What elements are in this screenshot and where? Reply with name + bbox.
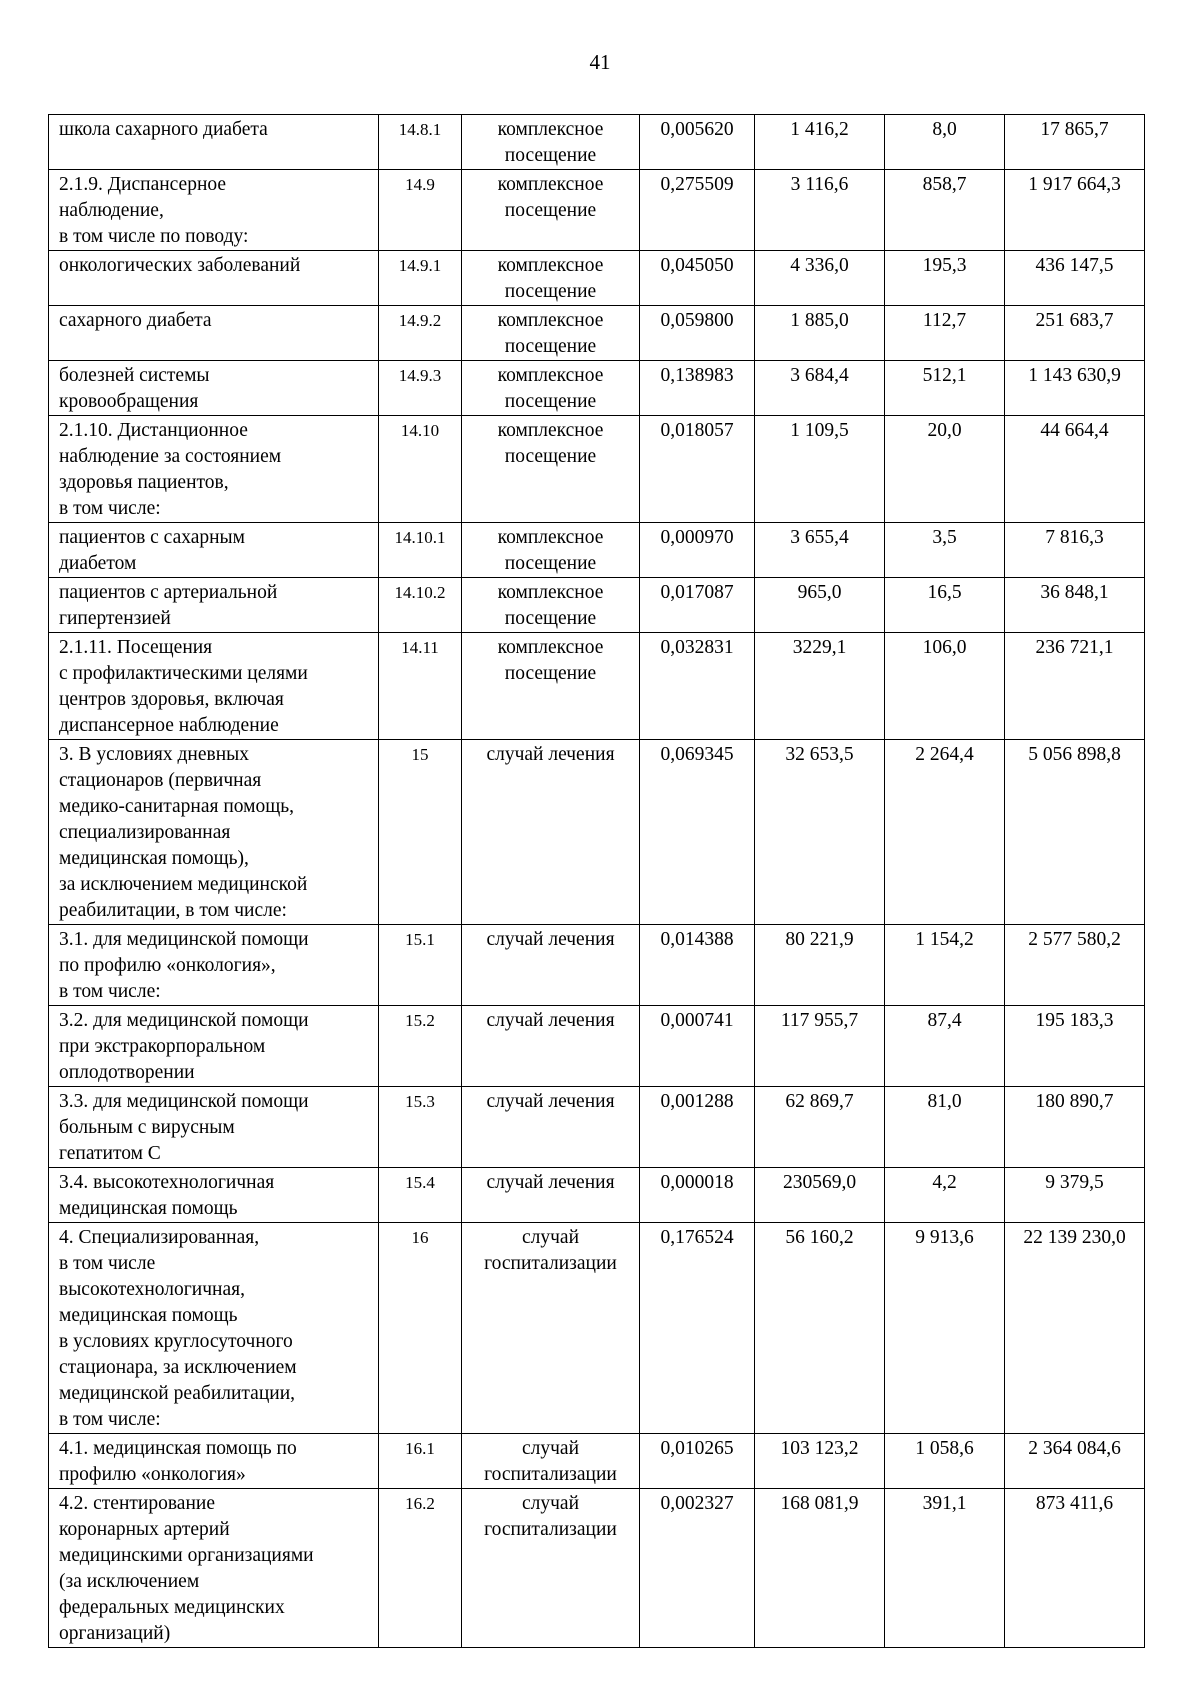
cell-name: 4.2. стентирование коронарных артерий медицинскими организациями (за исключением федеральных медицинских организаций)	[49, 1489, 379, 1648]
cell-name: пациентов с артериальной гипертензией	[49, 578, 379, 633]
cell-per-capita: 112,7	[885, 306, 1005, 361]
cell-code: 15.4	[379, 1168, 462, 1223]
cell-cost: 4 336,0	[755, 251, 885, 306]
cell-total: 22 139 230,0	[1005, 1223, 1145, 1434]
cell-total: 36 848,1	[1005, 578, 1145, 633]
cell-unit: комплексное посещение	[462, 170, 640, 251]
table-row	[49, 170, 1145, 251]
cell-code: 14.9.3	[379, 361, 462, 416]
cell-unit: комплексное посещение	[462, 306, 640, 361]
cell-name: школа сахарного диабета	[49, 115, 379, 170]
table-row	[49, 361, 1145, 416]
cell-per-capita: 9 913,6	[885, 1223, 1005, 1434]
cell-total: 251 683,7	[1005, 306, 1145, 361]
cell-unit: комплексное посещение	[462, 361, 640, 416]
table-body	[49, 115, 1145, 1648]
cell-per-capita: 858,7	[885, 170, 1005, 251]
cell-norm: 0,032831	[640, 633, 755, 740]
cell-code: 14.10.1	[379, 523, 462, 578]
cell-per-capita: 16,5	[885, 578, 1005, 633]
table-row	[49, 578, 1145, 633]
cell-cost: 3229,1	[755, 633, 885, 740]
cell-code: 15.1	[379, 925, 462, 1006]
cell-per-capita: 1 058,6	[885, 1434, 1005, 1489]
table-row	[49, 523, 1145, 578]
cell-norm: 0,010265	[640, 1434, 755, 1489]
cell-cost: 1 416,2	[755, 115, 885, 170]
cell-total: 180 890,7	[1005, 1087, 1145, 1168]
table-row	[49, 1434, 1145, 1489]
cell-unit: случай госпитализации	[462, 1434, 640, 1489]
cell-cost: 230569,0	[755, 1168, 885, 1223]
cell-total: 44 664,4	[1005, 416, 1145, 523]
cell-total: 2 364 084,6	[1005, 1434, 1145, 1489]
table-row	[49, 1168, 1145, 1223]
cell-total: 1 917 664,3	[1005, 170, 1145, 251]
cell-per-capita: 81,0	[885, 1087, 1005, 1168]
cell-per-capita: 87,4	[885, 1006, 1005, 1087]
cell-norm: 0,000970	[640, 523, 755, 578]
cell-cost: 168 081,9	[755, 1489, 885, 1648]
cell-total: 236 721,1	[1005, 633, 1145, 740]
table-row	[49, 1489, 1145, 1648]
cell-norm: 0,017087	[640, 578, 755, 633]
cell-code: 15.2	[379, 1006, 462, 1087]
cell-unit: случай лечения	[462, 1168, 640, 1223]
table-row	[49, 115, 1145, 170]
cell-name: болезней системы кровообращения	[49, 361, 379, 416]
cell-name: 3.3. для медицинской помощи больным с вирусным гепатитом С	[49, 1087, 379, 1168]
cell-cost: 3 655,4	[755, 523, 885, 578]
cell-total: 873 411,6	[1005, 1489, 1145, 1648]
cell-unit: случай лечения	[462, 925, 640, 1006]
cell-total: 9 379,5	[1005, 1168, 1145, 1223]
cell-unit: случай госпитализации	[462, 1223, 640, 1434]
cell-norm: 0,000741	[640, 1006, 755, 1087]
cell-norm: 0,176524	[640, 1223, 755, 1434]
cell-unit: комплексное посещение	[462, 633, 640, 740]
cell-per-capita: 391,1	[885, 1489, 1005, 1648]
cell-norm: 0,045050	[640, 251, 755, 306]
cell-name: сахарного диабета	[49, 306, 379, 361]
table-row	[49, 740, 1145, 925]
cell-name: 2.1.9. Диспансерное наблюдение, в том числе по поводу:	[49, 170, 379, 251]
cell-name: 2.1.11. Посещения с профилактическими целями центров здоровья, включая диспансерное наблюдение	[49, 633, 379, 740]
cell-per-capita: 106,0	[885, 633, 1005, 740]
cell-per-capita: 3,5	[885, 523, 1005, 578]
cell-code: 16.1	[379, 1434, 462, 1489]
cell-name: 2.1.10. Дистанционное наблюдение за состоянием здоровья пациентов, в том числе:	[49, 416, 379, 523]
cell-name: 4. Специализированная, в том числе высокотехнологичная, медицинская помощь в условиях круглосуточного стационара, за исключением медицинской реабилитации, в том числе:	[49, 1223, 379, 1434]
cell-name: 4.1. медицинская помощь по профилю «онкология»	[49, 1434, 379, 1489]
cell-norm: 0,138983	[640, 361, 755, 416]
cell-code: 14.9.1	[379, 251, 462, 306]
cell-cost: 32 653,5	[755, 740, 885, 925]
cell-name: 3. В условиях дневных стационаров (первичная медико-санитарная помощь, специализированная медицинская помощь), за исключением медицинской реабилитации, в том числе:	[49, 740, 379, 925]
cell-cost: 1 885,0	[755, 306, 885, 361]
cell-cost: 3 116,6	[755, 170, 885, 251]
cell-cost: 62 869,7	[755, 1087, 885, 1168]
cell-norm: 0,018057	[640, 416, 755, 523]
cell-code: 14.10.2	[379, 578, 462, 633]
table-row	[49, 633, 1145, 740]
cell-code: 16.2	[379, 1489, 462, 1648]
cell-norm: 0,005620	[640, 115, 755, 170]
cell-total: 5 056 898,8	[1005, 740, 1145, 925]
table-row	[49, 416, 1145, 523]
cell-code: 14.11	[379, 633, 462, 740]
cell-norm: 0,014388	[640, 925, 755, 1006]
cell-total: 1 143 630,9	[1005, 361, 1145, 416]
cell-norm: 0,275509	[640, 170, 755, 251]
cell-norm: 0,002327	[640, 1489, 755, 1648]
cell-name: пациентов с сахарным диабетом	[49, 523, 379, 578]
cell-per-capita: 2 264,4	[885, 740, 1005, 925]
cell-unit: комплексное посещение	[462, 416, 640, 523]
cell-unit: комплексное посещение	[462, 523, 640, 578]
table-row	[49, 306, 1145, 361]
cell-total: 436 147,5	[1005, 251, 1145, 306]
cell-per-capita: 512,1	[885, 361, 1005, 416]
cell-norm: 0,069345	[640, 740, 755, 925]
cell-total: 195 183,3	[1005, 1006, 1145, 1087]
cell-code: 16	[379, 1223, 462, 1434]
cell-per-capita: 195,3	[885, 251, 1005, 306]
table-row	[49, 251, 1145, 306]
cell-cost: 56 160,2	[755, 1223, 885, 1434]
cell-total: 2 577 580,2	[1005, 925, 1145, 1006]
cell-code: 14.8.1	[379, 115, 462, 170]
cell-code: 15.3	[379, 1087, 462, 1168]
cell-total: 17 865,7	[1005, 115, 1145, 170]
cell-code: 14.10	[379, 416, 462, 523]
cell-cost: 117 955,7	[755, 1006, 885, 1087]
cell-cost: 103 123,2	[755, 1434, 885, 1489]
table-row	[49, 1006, 1145, 1087]
cell-unit: комплексное посещение	[462, 115, 640, 170]
cell-per-capita: 20,0	[885, 416, 1005, 523]
cell-unit: случай лечения	[462, 1006, 640, 1087]
page-number: 41	[589, 50, 611, 74]
cell-unit: случай лечения	[462, 740, 640, 925]
cell-unit: случай лечения	[462, 1087, 640, 1168]
cell-unit: случай госпитализации	[462, 1489, 640, 1648]
cell-code: 14.9.2	[379, 306, 462, 361]
cell-name: онкологических заболеваний	[49, 251, 379, 306]
table-row	[49, 1087, 1145, 1168]
cell-unit: комплексное посещение	[462, 251, 640, 306]
cell-cost: 1 109,5	[755, 416, 885, 523]
cell-name: 3.2. для медицинской помощи при экстракорпоральном оплодотворении	[49, 1006, 379, 1087]
cell-name: 3.4. высокотехнологичная медицинская помощь	[49, 1168, 379, 1223]
cell-cost: 80 221,9	[755, 925, 885, 1006]
cell-per-capita: 4,2	[885, 1168, 1005, 1223]
cell-per-capita: 1 154,2	[885, 925, 1005, 1006]
table-row	[49, 925, 1145, 1006]
cell-name: 3.1. для медицинской помощи по профилю «онкология», в том числе:	[49, 925, 379, 1006]
cell-total: 7 816,3	[1005, 523, 1145, 578]
cell-norm: 0,001288	[640, 1087, 755, 1168]
cell-cost: 965,0	[755, 578, 885, 633]
cell-code: 14.9	[379, 170, 462, 251]
cell-code: 15	[379, 740, 462, 925]
cell-norm: 0,000018	[640, 1168, 755, 1223]
cell-cost: 3 684,4	[755, 361, 885, 416]
cell-norm: 0,059800	[640, 306, 755, 361]
table-row	[49, 1223, 1145, 1434]
data-table	[48, 114, 1145, 1648]
cell-per-capita: 8,0	[885, 115, 1005, 170]
cell-unit: комплексное посещение	[462, 578, 640, 633]
